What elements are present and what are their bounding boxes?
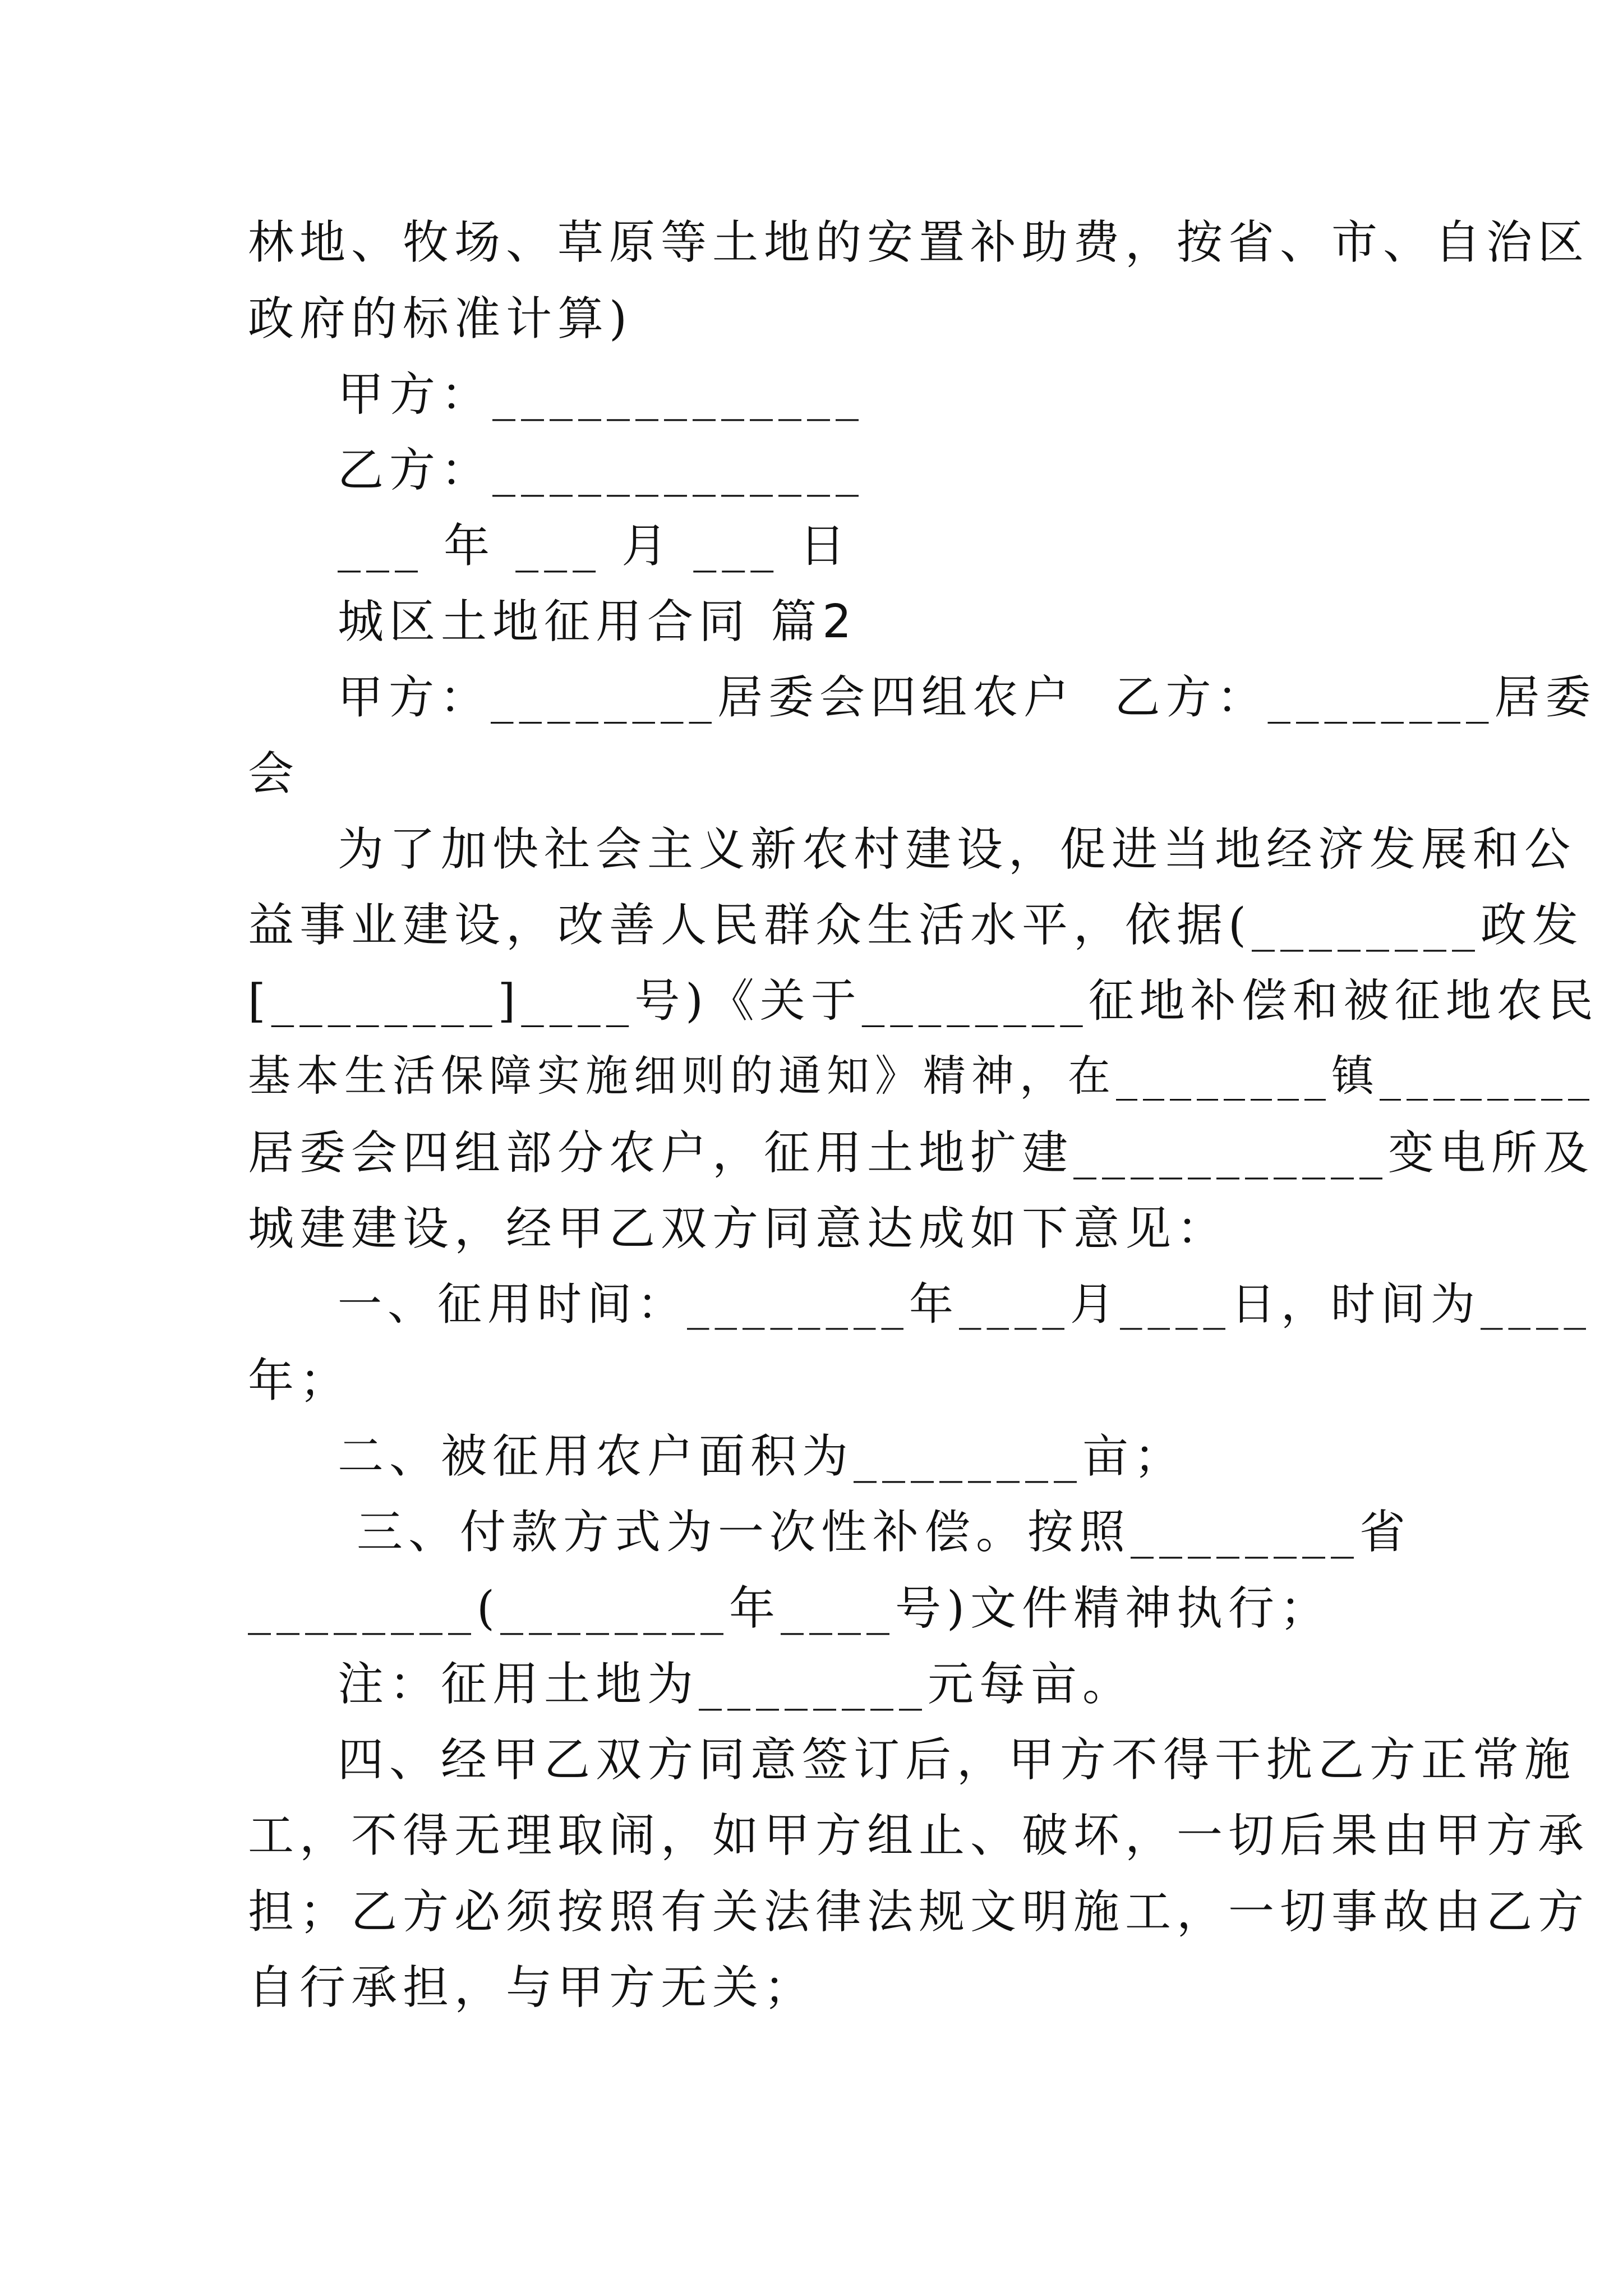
clause-4: 四、经甲乙双方同意签订后，甲方不得干扰乙方正常施: [338, 1733, 1576, 1787]
party-b-signature-line: 乙方：_____________: [338, 444, 865, 497]
date-line: ___ 年 ___ 月 ___ 日: [338, 519, 851, 573]
paragraph-line: 基本生活保障实施细则的通知》精神，在________镇________: [248, 1051, 1595, 1101]
paragraph-line: 林地、牧场、草原等土地的安置补助费，按省、市、自治区: [248, 216, 1590, 269]
paragraph-line: ________(________年____号)文件精神执行；: [248, 1582, 1331, 1635]
party-a-signature-line: 甲方：_____________: [338, 368, 865, 421]
parties-line: 甲方：________居委会四组农户 乙方：________居委: [338, 671, 1597, 724]
clause-3: 三、付款方式为一次性补偿。按照________省: [357, 1506, 1412, 1559]
paragraph-line: 年；: [248, 1354, 352, 1407]
paragraph-line: 担；乙方必须按照有关法律法规文明施工，一切事故由乙方: [248, 1885, 1590, 1939]
paragraph-line: 益事业建设，改善人民群众生活水平，依据(________政发: [248, 899, 1584, 952]
paragraph-line: 城建建设，经甲乙双方同意达成如下意见：: [248, 1202, 1229, 1255]
section-title: 城区土地征用合同 篇2: [338, 595, 857, 648]
note-line: 注：征用土地为________元每亩。: [338, 1658, 1135, 1711]
paragraph-line: 工，不得无理取闹，如甲方组止、破坏，一切后果由甲方承: [248, 1809, 1590, 1862]
paragraph-line: 政府的标准计算): [248, 292, 633, 346]
paragraph-line: 会: [248, 747, 300, 800]
paragraph-line: 为了加快社会主义新农村建设，促进当地经济发展和公: [338, 823, 1576, 876]
clause-2: 二、被征用农户面积为________亩；: [338, 1430, 1186, 1483]
clause-1: 一、征用时间：________年____月____日，时间为____: [338, 1278, 1592, 1330]
paragraph-line: 居委会四组部分农户，征用土地扩建___________变电所及: [248, 1126, 1595, 1180]
paragraph-line: 自行承担，与甲方无关；: [248, 1961, 816, 2014]
paragraph-line: [________]____号)《关于________征地补偿和被征地农民: [248, 975, 1599, 1028]
